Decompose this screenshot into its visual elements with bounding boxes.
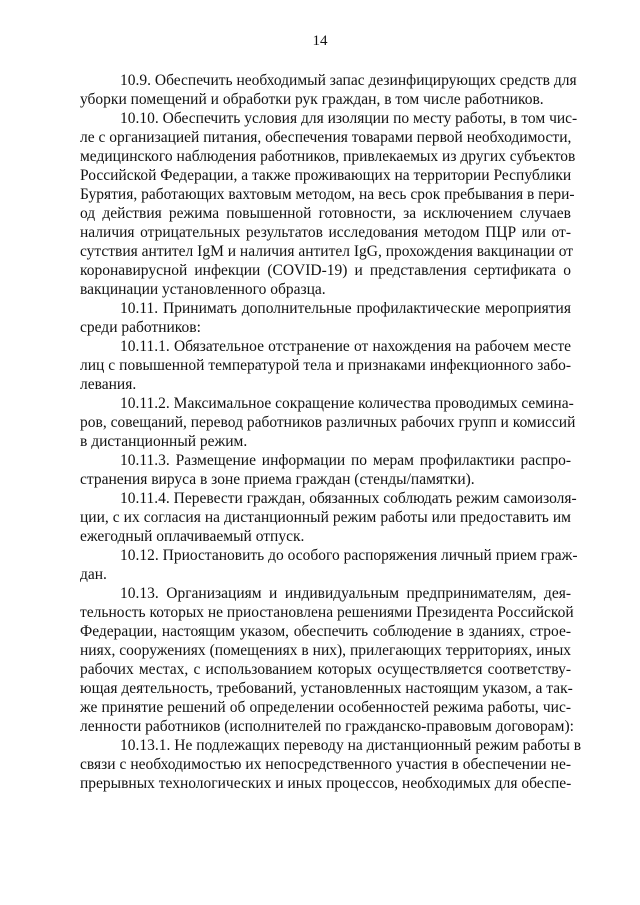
paragraph-line: Российской Федерации, а также проживающих на территории Республики [80, 166, 572, 184]
paragraph-first-line: 10.11.4. Перевести граждан, обязанных соблюдать режим самоизоля- [120, 489, 577, 507]
paragraph-line: коронавирусной инфекции (COVID-19) и представления сертификата о [80, 261, 571, 279]
paragraph-line: од действия режима повышенной готовности, за исключением случаев [80, 204, 571, 222]
paragraph-line: в дистанционный режим. [80, 432, 248, 450]
paragraph-line: ежегодный оплачиваемый отпуск. [80, 527, 305, 545]
paragraph-first-line: 10.13. Организациям и индивидуальным предпринимателям, дея- [120, 584, 571, 602]
paragraph-line: среди работников: [80, 318, 201, 336]
paragraph-line: ле с организацией питания, обеспечения товарами первой необходимости, [80, 128, 572, 146]
paragraph-line: левания. [80, 375, 137, 393]
paragraph-line: прерывных технологических и иных процессов, необходимых для обеспе- [80, 774, 572, 792]
paragraph-line: связи с необходимостью их непосредственного участия в обеспечении не- [80, 755, 571, 773]
paragraph-line: вакцинации установленного образца. [80, 280, 326, 298]
paragraph-line: ющая деятельность, требований, установленных настоящим указом, а так- [80, 679, 573, 697]
paragraph-first-line: 10.9. Обеспечить необходимый запас дезинфицирующих средств для [120, 71, 577, 89]
paragraph-first-line: 10.10. Обеспечить условия для изоляции по месту работы, в том чис- [120, 109, 578, 127]
paragraph-line: наличия отрицательных результатов исследования методом ПЦР или от- [80, 223, 571, 241]
paragraph-line: ции, с их согласия на дистанционный режим работы или предоставить им [80, 508, 571, 526]
paragraph-first-line: 10.11.1. Обязательное отстранение от нахождения на рабочем месте [120, 337, 571, 355]
paragraph-line: уборки помещений и обработки рук граждан, в том числе работников. [80, 90, 544, 108]
page-number: 14 [312, 33, 328, 49]
paragraph-line: тельность которых не приостановлена решениями Президента Российской [80, 603, 574, 621]
paragraph-line: сутствия антител IgM и наличия антител IgG, прохождения вакцинации от [80, 242, 574, 260]
paragraph-line: ниях, сооружениях (помещениях в них), прилегающих территориях, иных [80, 641, 571, 659]
paragraph-line: рабочих местах, с использованием которых осуществляется соответству- [80, 660, 571, 678]
paragraph-first-line: 10.13.1. Не подлежащих переводу на дистанционный режим работы в [120, 736, 582, 754]
paragraph-first-line: 10.11. Принимать дополнительные профилактические мероприятия [120, 299, 571, 317]
paragraph-first-line: 10.11.2. Максимальное сокращение количества проводимых семина- [120, 394, 574, 412]
paragraph-line: ленности работников (исполнителей по гражданско-правовым договорам): [80, 717, 574, 735]
paragraph-first-line: 10.12. Приостановить до особого распоряжения личный прием граж- [120, 546, 578, 564]
paragraph-line: же принятие решений об определении особенностей режима работы, чис- [80, 698, 571, 716]
paragraph-line: медицинского наблюдения работников, привлекаемых из других субъектов [80, 147, 576, 165]
paragraph-line: ров, совещаний, перевод работников различных рабочих групп и комиссий [80, 413, 576, 431]
paragraph-first-line: 10.11.3. Размещение информации по мерам профилактики распро- [120, 451, 571, 469]
paragraph-line: дан. [80, 565, 107, 583]
paragraph-line: Бурятия, работающих вахтовым методом, на весь срок пребывания в пери- [80, 185, 575, 203]
paragraph-line: странения вируса в зоне приема граждан (стенды/памятки). [80, 470, 475, 488]
paragraph-line: Федерации, настоящим указом, обеспечить соблюдение в зданиях, строе- [80, 622, 571, 640]
paragraph-line: лиц с повышенной температурой тела и признаками инфекционного забо- [80, 356, 571, 374]
